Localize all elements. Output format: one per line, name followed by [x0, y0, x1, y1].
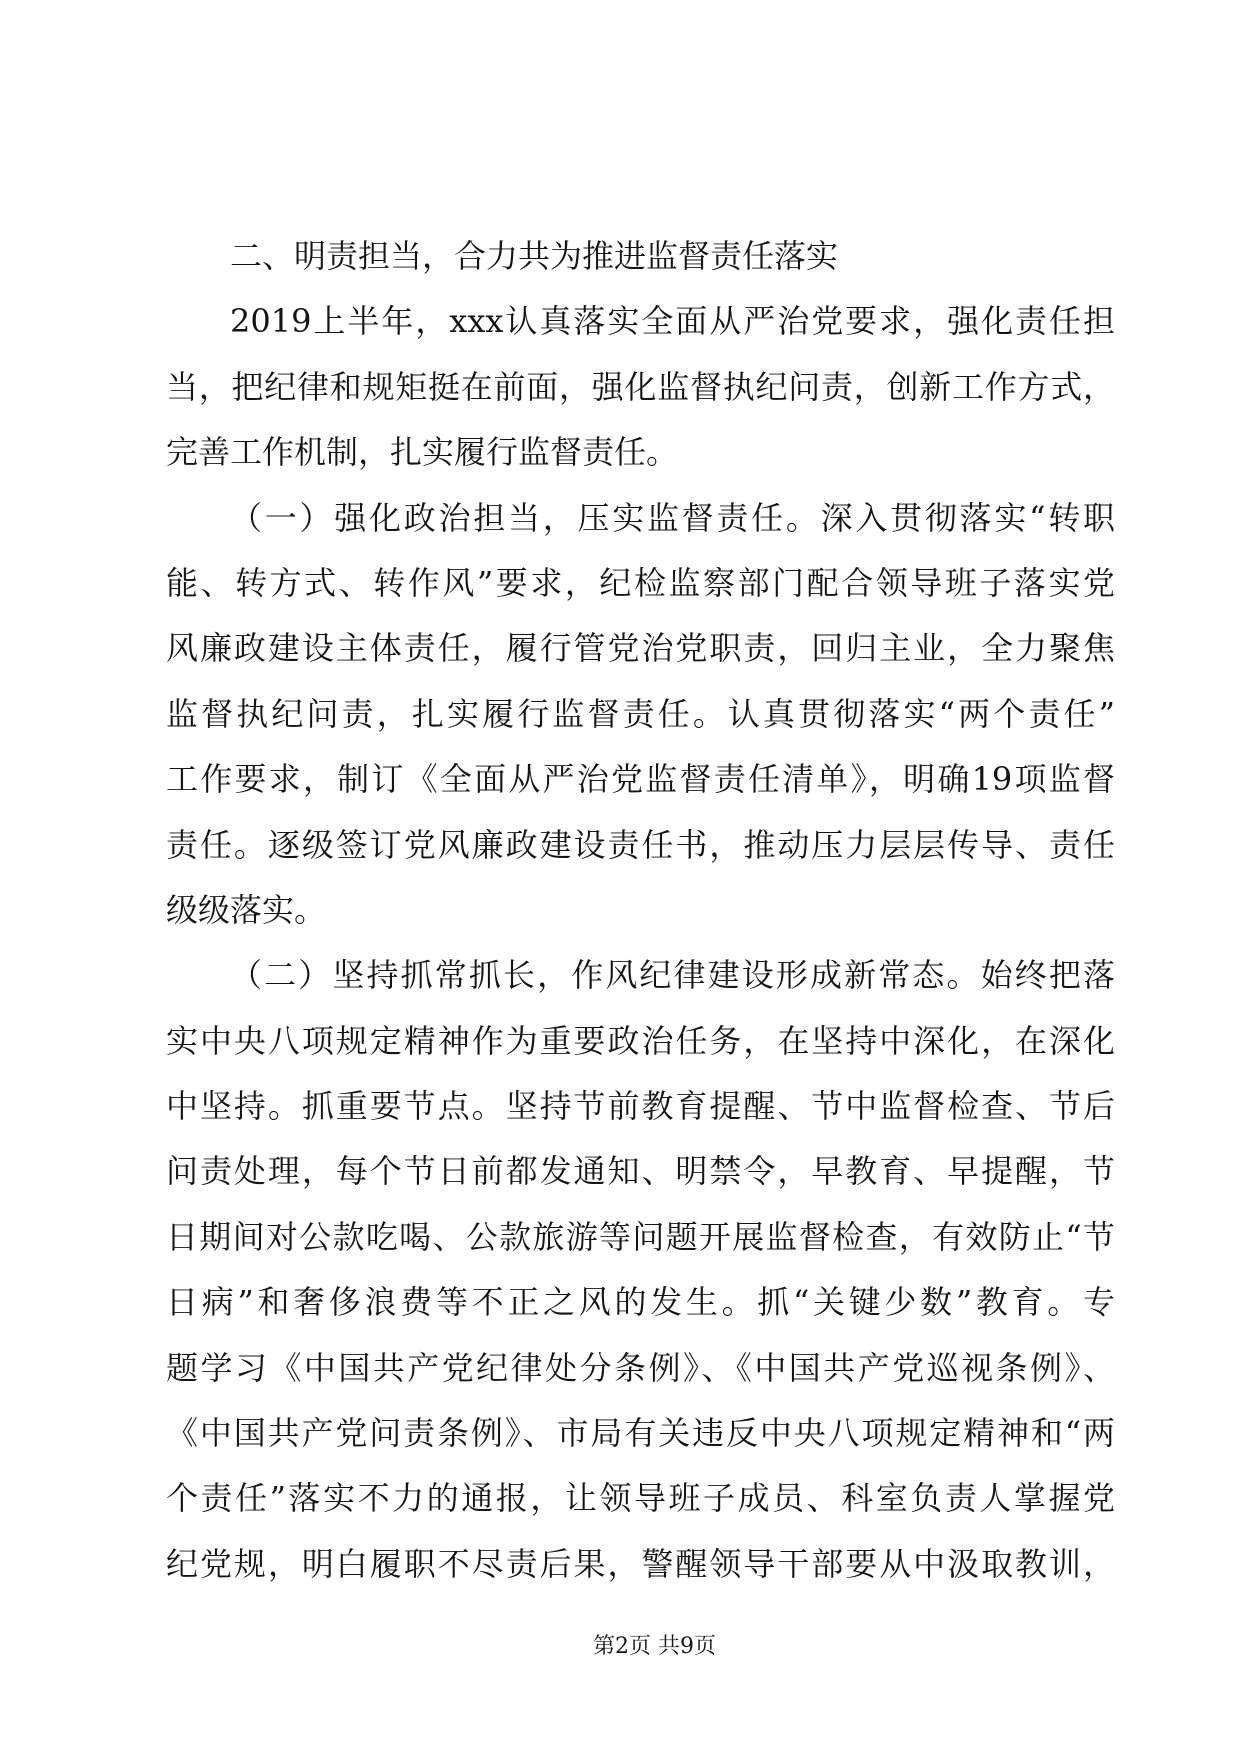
page-footer: 第2页 共9页 — [593, 1634, 716, 1659]
paragraph-line: 题学习《中国共产党纪律处分条例》、《中国共产党巡视条例》、 — [166, 1348, 1115, 1387]
paragraph-line: 当，把纪律和规矩挺在前面，强化监督执纪问责，创新工作方式， — [166, 367, 1115, 406]
paragraph-line: 日期间对公款吃喝、公款旅游等问题开展监督检查，有效防止“节 — [166, 1217, 1115, 1256]
paragraph-line: 能、转方式、转作风”要求，纪检监察部门配合领导班子落实党 — [166, 563, 1115, 602]
paragraph-line: 监督执纪问责，扎实履行监督责任。认真贯彻落实“两个责任” — [166, 694, 1115, 733]
paragraph-line: 《中国共产党问责条例》、市局有关违反中央八项规定精神和“两 — [166, 1414, 1115, 1453]
section-heading: 二、明责担当，合力共为推进监督责任落实 — [230, 237, 839, 275]
paragraph-line: 纪党规，明白履职不尽责后果，警醒领导干部要从中汲取教训， — [166, 1544, 1115, 1583]
paragraph-line: （一）强化政治担当，压实监督责任。深入贯彻落实“转职 — [230, 498, 1115, 537]
paragraph-line: 日病”和奢侈浪费等不正之风的发生。抓“关键少数”教育。专 — [166, 1283, 1115, 1322]
paragraph-line: 个责任”落实不力的通报，让领导班子成员、科室负责人掌握党 — [166, 1479, 1115, 1518]
paragraph-1 — [166, 289, 1115, 485]
paragraph-line: 中坚持。抓重要节点。坚持节前教育提醒、节中监督检查、节后 — [166, 1087, 1115, 1126]
paragraph-line: （二）坚持抓常抓长，作风纪律建设形成新常态。始终把落 — [230, 956, 1115, 995]
paragraph-line: 问责处理，每个节日前都发通知、明禁令，早教育、早提醒，节 — [166, 1152, 1115, 1191]
paragraph-line: 实中央八项规定精神作为重要政治任务，在坚持中深化，在深化 — [166, 1021, 1115, 1060]
paragraph-line: 责任。逐级签订党风廉政建设责任书，推动压力层层传导、责任 — [166, 825, 1115, 864]
paragraph-line: 级级落实。 — [166, 890, 327, 929]
paragraph-line: 完善工作机制，扎实履行监督责任。 — [166, 433, 679, 472]
paragraph-3 — [166, 943, 1115, 1597]
paragraph-line: 风廉政建设主体责任，履行管党治党职责，回归主业，全力聚焦 — [166, 629, 1115, 668]
paragraph-line: 工作要求，制订《全面从严治党监督责任清单》，明确19项监督 — [166, 760, 1115, 799]
paragraph-line: 2019上半年，xxx认真落实全面从严治党要求，强化责任担 — [230, 302, 1115, 341]
paragraph-2 — [166, 486, 1115, 944]
document-body — [166, 224, 1115, 1597]
